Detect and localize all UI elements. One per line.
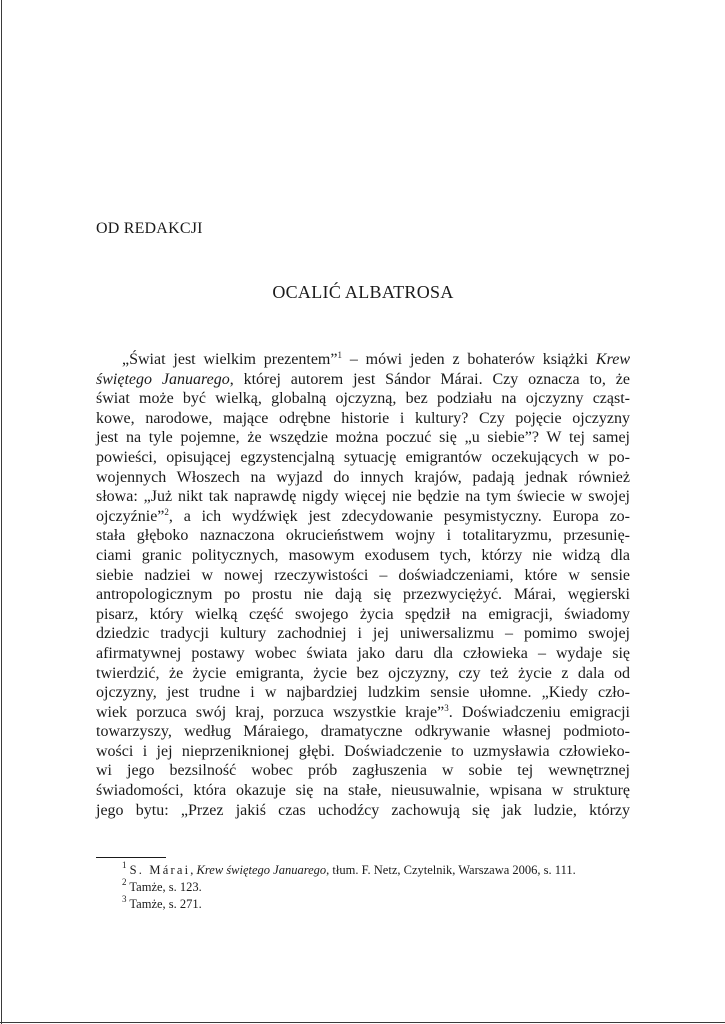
body-line: jest na tyle pojemne, że wszędzie można poczuć się „u siebie”? W tej samej	[96, 429, 630, 447]
body-line: pisarz, który wielką część swojego życia spędził na emigracji, świadomy	[96, 605, 630, 623]
body-line: wiek porzuca swój kraj, porzuca wszystkie kraje”$^3$. Doświadczeniu emigracji	[96, 702, 630, 721]
article-body	[96, 350, 630, 820]
body-line: ciami granic politycznych, masowym exodusem tych, którzy nie widzą dla	[96, 546, 630, 564]
page-edge-bottom	[0, 1022, 725, 1023]
body-line: słowa: „Już nikt tak naprawdę nigdy więcej nie będzie na tym świecie w swojej	[96, 488, 630, 506]
body-line: jego bytu: „Przez jakiś czas uchodźcy zachowują się jak ludzie, którzy	[96, 801, 630, 819]
footnote-1: $^1$ S. Márai, Krew świętego Januarego, tłum. F. Netz, Czytelnik, Warszawa 2006, s. 111.	[122, 860, 576, 877]
footnote-ref[interactable]: 1	[337, 350, 342, 360]
footnote-author: S. Márai	[129, 863, 191, 877]
body-line: antropologicznym po prostu nie dają się przezwyciężyć. Márai, węgierski	[96, 586, 630, 604]
footnote-ref[interactable]: 3	[444, 702, 449, 713]
body-line: świętego Januarego, której autorem jest Sándor Márai. Czy oznacza to, że	[96, 370, 630, 388]
body-line: powieści, opisującej egzystencjalną sytuację emigrantów oczekujących w po-	[96, 448, 630, 466]
body-line: ojczyzny, jest trudne i w najbardziej ludzkim sensie ułomne. „Kiedy czło-	[96, 684, 630, 702]
body-line: dziedzic tradycji kultury zachodniej i jej uniwersalizmu – pomimo swojej	[96, 625, 630, 643]
body-line: kowe, narodowe, mające odrębne historie i kultury? Czy pojęcie ojczyzny	[96, 409, 630, 427]
body-line: ojczyźnie”$^2$, a ich wydźwięk jest zdecydowanie pesymistyczny. Europa zo-	[96, 506, 630, 525]
footnote-3: $^3$ Tamże, s. 271.	[122, 894, 202, 911]
body-line: afirmatywnej postawy wobec świata jako daru dla człowieka – wydaje się	[96, 644, 630, 662]
footnote-ref[interactable]: 2	[164, 506, 169, 517]
footnote-2: $^2$ Tamże, s. 123.	[122, 877, 202, 894]
body-line: wi jego bezsilność wobec prób zagłuszenia w sobie tej wewnętrznej	[96, 762, 630, 780]
article-title: OCALIĆ ALBATROSA	[272, 282, 454, 302]
body-line: stała głęboko naznaczona okrucieństwem wojny i totalitaryzmu, przesunię-	[96, 527, 630, 545]
body-line: „Świat jest wielkim prezentem”$^1$ – mówi jeden z bohaterów książki Krew	[122, 350, 630, 368]
body-line: wości i jej nieprzeniknionej głębi. Doświadczenie to uzmysławia człowieko-	[96, 742, 630, 760]
page-edge-left	[1, 0, 2, 1024]
body-line: twierdzić, że życie emigranta, życie bez ojczyzny, czy też życie z dala od	[96, 664, 630, 682]
body-line: siebie nadziei w nowej rzeczywistości – doświadczeniami, które w sensie	[96, 566, 630, 584]
body-line: świadomości, która okazuje się na stałe, nieusuwalnie, wpisana w strukturę	[96, 782, 630, 800]
body-line: wojennych Włoszech na wyjazd do innych krajów, padają jednak również	[96, 468, 630, 486]
section-label: OD REDAKCJI	[96, 220, 203, 237]
footnote-separator	[96, 857, 166, 858]
body-line: towarzyszy, według Máraiego, dramatyczne odkrywanie własnej podmioto-	[96, 723, 630, 741]
body-line: świat może być wielką, globalną ojczyzną, bez podziału na ojczyzny cząst-	[96, 390, 630, 408]
footnotes	[122, 862, 632, 913]
